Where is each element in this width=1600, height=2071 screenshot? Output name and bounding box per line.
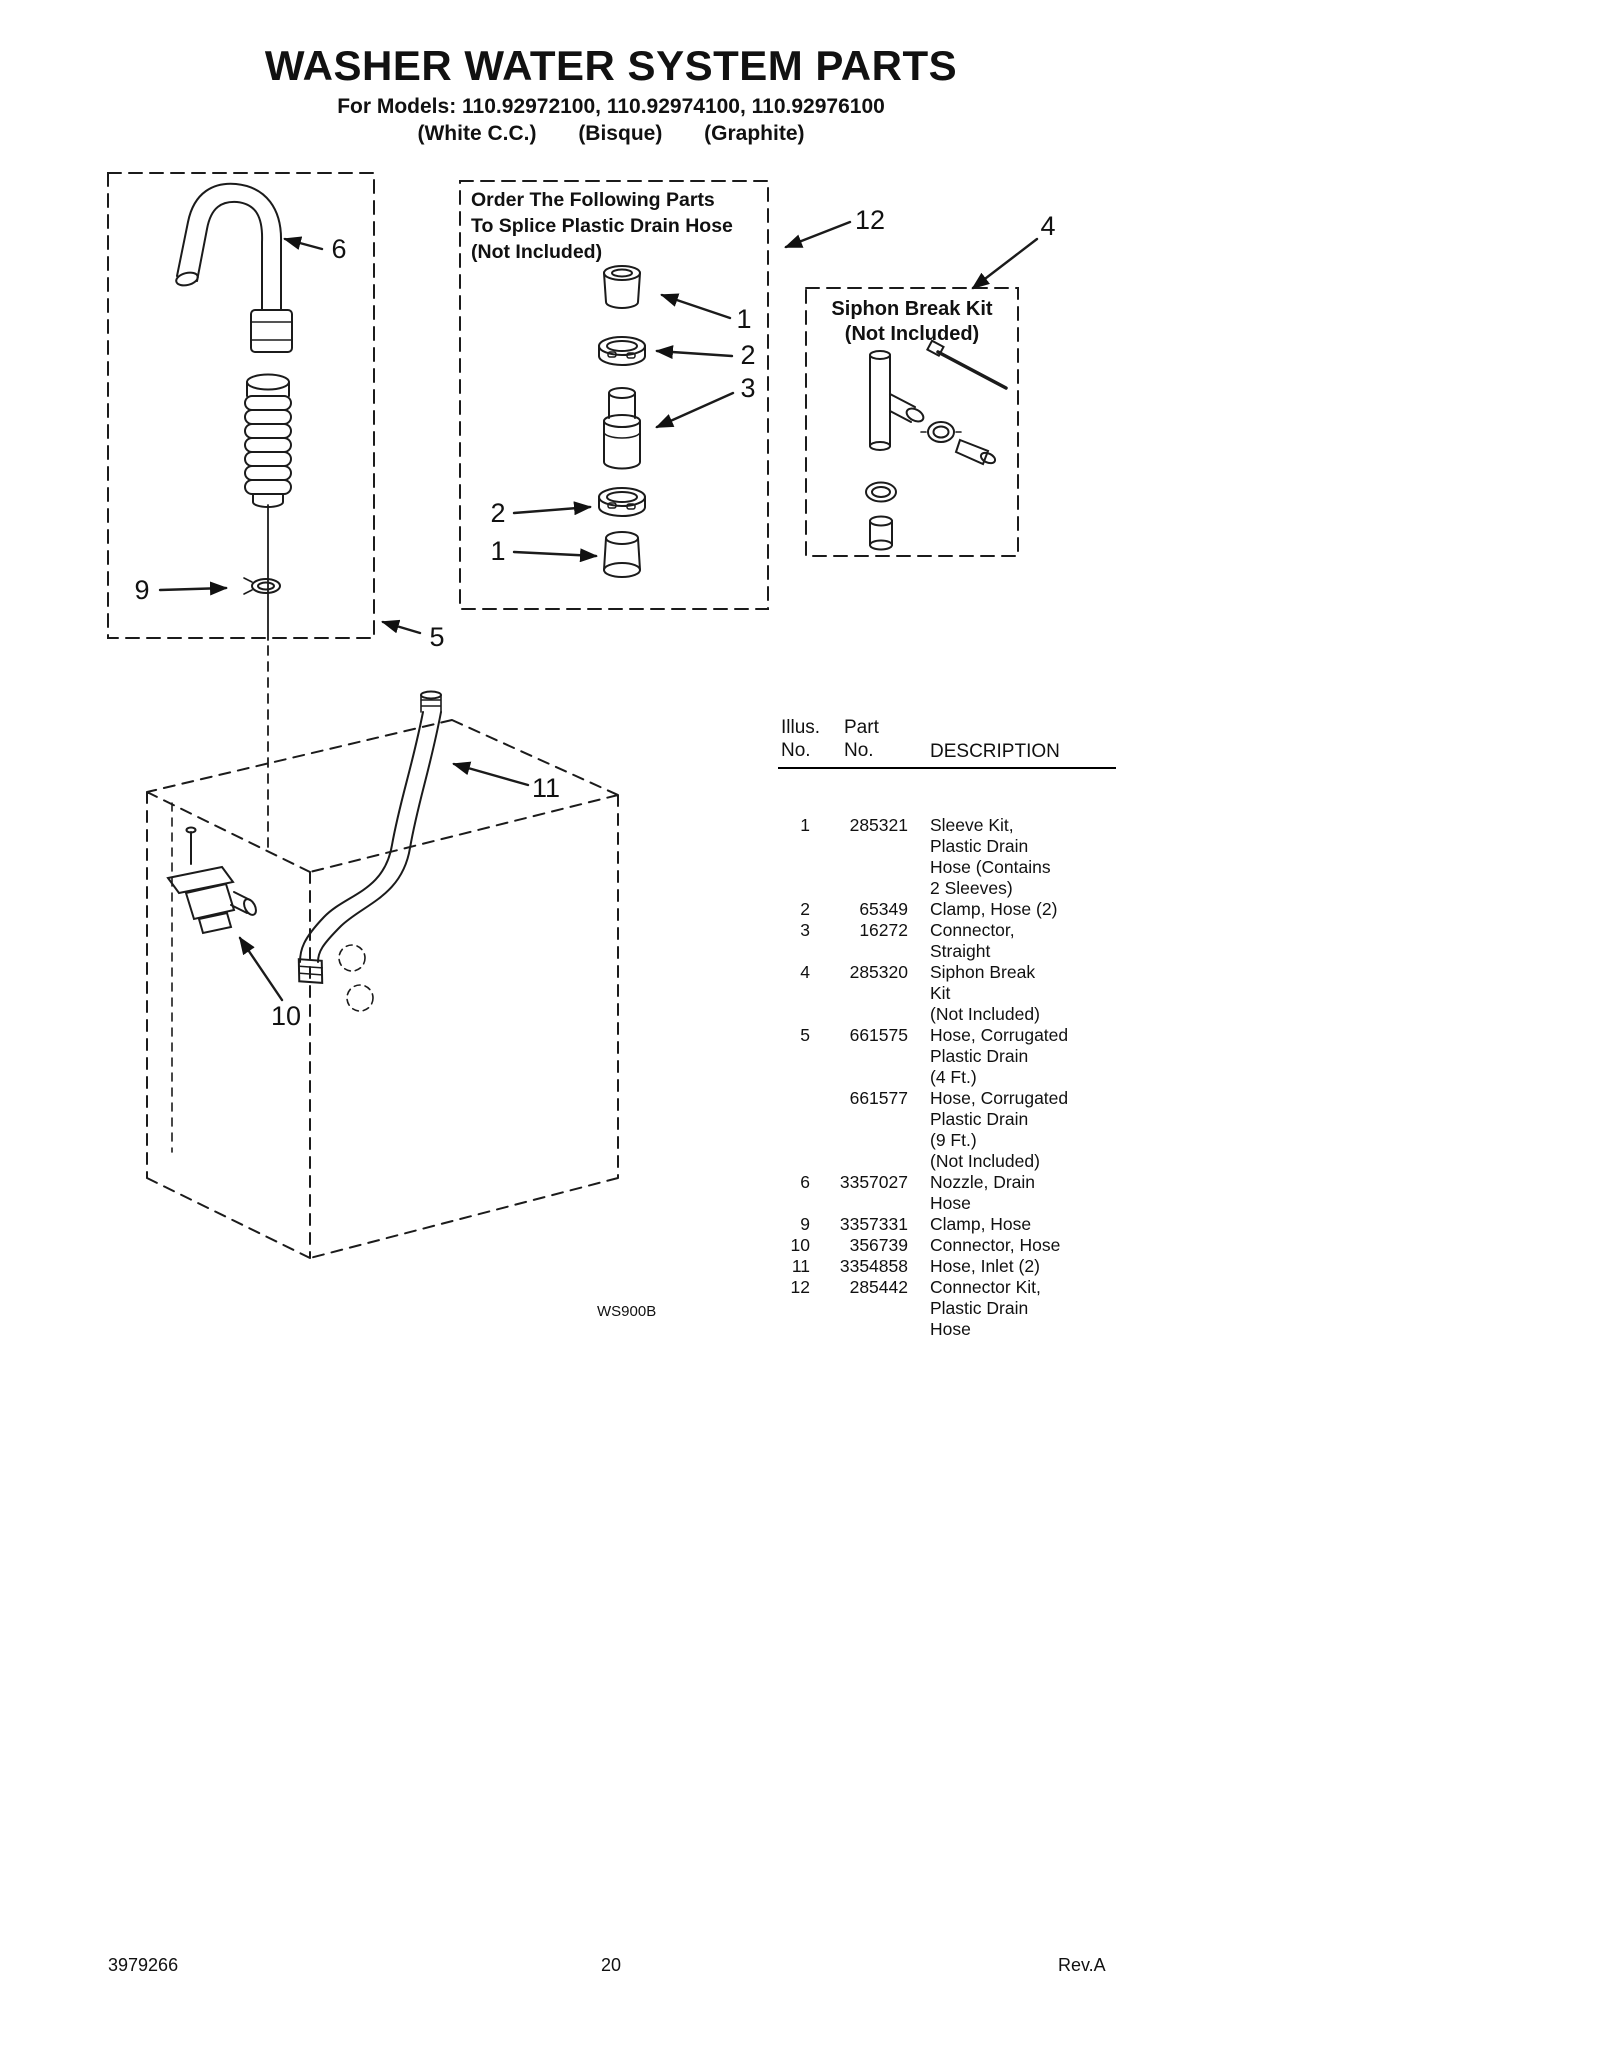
part-description [908, 962, 1116, 1025]
part-description [908, 1088, 1116, 1172]
part-description-line: Straight [930, 941, 991, 961]
illus-no: 1 [800, 815, 810, 835]
hose-clamp-9-part [244, 578, 280, 594]
callout-1-left: 1 [490, 536, 506, 566]
part-no: 285320 [849, 962, 908, 982]
part-no: 3354858 [839, 1256, 908, 1276]
part-description [908, 815, 1116, 899]
inlet-valve-part [168, 828, 258, 934]
part-description-line: 2 Sleeves) [930, 878, 1013, 898]
table-row [778, 1277, 1116, 1340]
arrow-2-right [657, 351, 732, 356]
arrow-6 [285, 239, 322, 249]
header-part-no [844, 716, 879, 762]
part-description-line: (4 Ft.) [930, 1067, 977, 1087]
part-description-line: Sleeve Kit, [930, 815, 1014, 835]
siphon-box-title-line: Siphon Break Kit [831, 298, 993, 320]
arrow-1-left [514, 552, 596, 556]
part-description-line: Hose, Corrugated [930, 1025, 1069, 1045]
sleeve-part-top [604, 266, 640, 308]
splice-box-title [471, 187, 733, 265]
part-description [908, 920, 1116, 962]
models-line: For Models: 110.92972100, 110.92974100, 110.92976100 [337, 95, 885, 118]
table-row [778, 1214, 1116, 1235]
part-description-line: Hose [930, 1319, 971, 1339]
doc-number: 3979266 [108, 1955, 179, 1975]
parts-table-rows [778, 815, 1116, 1340]
table-row [778, 815, 1116, 899]
color-option-graphite: (Graphite) [704, 122, 805, 145]
header-description: DESCRIPTION [930, 741, 1060, 762]
illus-no: 12 [790, 1277, 810, 1297]
color-option-bisque: (Bisque) [578, 122, 663, 145]
part-description [908, 1277, 1116, 1340]
part-no: 16272 [859, 920, 908, 940]
table-header-rule [778, 767, 1116, 769]
callout-9: 9 [134, 575, 150, 605]
part-no: 661575 [849, 1025, 908, 1045]
color-options-line [0, 122, 1222, 146]
inlet-hose-part [297, 692, 441, 983]
part-no: 3357027 [839, 1172, 908, 1192]
part-description-line: Connector Kit, [930, 1277, 1041, 1297]
table-row [778, 1025, 1116, 1088]
part-description-line: Clamp, Hose (2) [930, 899, 1058, 919]
table-row [778, 899, 1116, 920]
illus-no: 4 [800, 962, 810, 982]
illus-no: 9 [800, 1214, 810, 1234]
part-no: 3357331 [839, 1214, 908, 1234]
header-part-line1: Part [844, 717, 879, 738]
illus-no: 10 [790, 1235, 810, 1255]
illus-no: 3 [800, 920, 810, 940]
arrow-1-right [662, 295, 730, 318]
table-row [778, 962, 1116, 1025]
sleeve-part-bottom [604, 532, 640, 577]
callout-5: 5 [429, 622, 445, 652]
callout-10: 10 [270, 1001, 302, 1031]
illus-no [778, 1088, 810, 1172]
callout-11: 11 [531, 773, 561, 803]
part-description-line: Hose [930, 1193, 971, 1213]
tie-strap [938, 352, 1006, 388]
table-row [778, 1256, 1116, 1277]
page-number: 20 [600, 1955, 622, 1975]
callout-2-right: 2 [740, 340, 756, 370]
header-illus-line2: No. [781, 740, 811, 761]
part-description-line: Connector, Hose [930, 1235, 1061, 1255]
part-description [908, 899, 1116, 920]
hose-port [347, 985, 373, 1011]
callout-3-right: 3 [740, 373, 756, 403]
part-description-line: (Not Included) [930, 1151, 1040, 1171]
part-description-line: Connector, [930, 920, 1015, 940]
callout-1-right: 1 [736, 304, 752, 334]
table-row [778, 920, 1116, 962]
illus-no: 5 [800, 1025, 810, 1045]
table-row [778, 1172, 1116, 1214]
callout-2-left: 2 [490, 498, 506, 528]
part-no: 285442 [849, 1277, 908, 1297]
arrow-5 [383, 622, 420, 633]
arrow-12 [786, 222, 850, 247]
arrow-9 [160, 588, 226, 590]
splice-box-title-line: To Splice Plastic Drain Hose [471, 215, 733, 237]
part-description-line: Plastic Drain [930, 1046, 1029, 1066]
illus-no: 6 [800, 1172, 810, 1192]
siphon-break-kit-parts [866, 341, 1006, 550]
callout-12: 12 [854, 205, 886, 235]
hose-port [339, 945, 365, 971]
color-option-white: (White C.C.) [417, 122, 537, 145]
table-row [778, 1235, 1116, 1256]
illus-no: 2 [800, 899, 810, 919]
part-description [908, 1214, 1116, 1235]
part-description-line: Plastic Drain [930, 1109, 1029, 1129]
header-illus-line1: Illus. [781, 717, 821, 738]
part-description-line: Plastic Drain [930, 1298, 1029, 1318]
part-description [908, 1235, 1116, 1256]
splice-box-title-line: (Not Included) [471, 241, 603, 263]
siphon-box-title [806, 297, 1018, 347]
table-row [778, 1088, 1116, 1172]
illus-no: 11 [791, 1256, 810, 1276]
part-description-line: Plastic Drain [930, 836, 1029, 856]
corrugated-hose-part [245, 375, 291, 508]
part-description-line: Siphon Break [930, 962, 1036, 982]
part-description-line: (Not Included) [930, 1004, 1040, 1024]
part-description [908, 1025, 1116, 1088]
part-description-line: Kit [930, 983, 951, 1003]
part-no: 356739 [849, 1235, 908, 1255]
callout-6: 6 [331, 234, 347, 264]
hose-clamp-part-upper [599, 337, 645, 365]
arrow-2-left [514, 507, 590, 513]
arrow-10 [240, 938, 282, 1000]
part-description-line: Hose (Contains [930, 857, 1051, 877]
header-part-line2: No. [844, 740, 874, 761]
revision: Rev.A [1058, 1955, 1106, 1975]
diagram-code: WS900B [597, 1303, 657, 1320]
page-title: WASHER WATER SYSTEM PARTS [264, 42, 958, 89]
part-description-line: (9 Ft.) [930, 1130, 977, 1150]
part-no: 661577 [849, 1088, 908, 1108]
parts-table-header [778, 716, 1116, 764]
straight-connector-part [604, 388, 640, 469]
arrow-4 [973, 239, 1037, 288]
part-description [908, 1256, 1116, 1277]
part-description-line: Clamp, Hose [930, 1214, 1032, 1234]
siphon-box-title-line: (Not Included) [844, 323, 980, 345]
splice-parts [599, 266, 645, 577]
part-description-line: Nozzle, Drain [930, 1172, 1036, 1192]
arrow-11 [454, 764, 528, 785]
part-description [908, 1172, 1116, 1214]
parts-table [778, 716, 1116, 1340]
header-illus-no [781, 716, 820, 762]
part-no: 65349 [859, 899, 908, 919]
splice-box-title-line: Order The Following Parts [471, 189, 715, 211]
part-description-line: Hose, Inlet (2) [930, 1256, 1040, 1276]
callout-4: 4 [1040, 211, 1056, 241]
part-description-line: Hose, Corrugated [930, 1088, 1069, 1108]
page-header [0, 42, 1222, 146]
hose-clamp-part-lower [599, 488, 645, 516]
drain-nozzle-part [175, 184, 292, 352]
arrow-3-right [657, 393, 733, 427]
part-no: 285321 [849, 815, 908, 835]
